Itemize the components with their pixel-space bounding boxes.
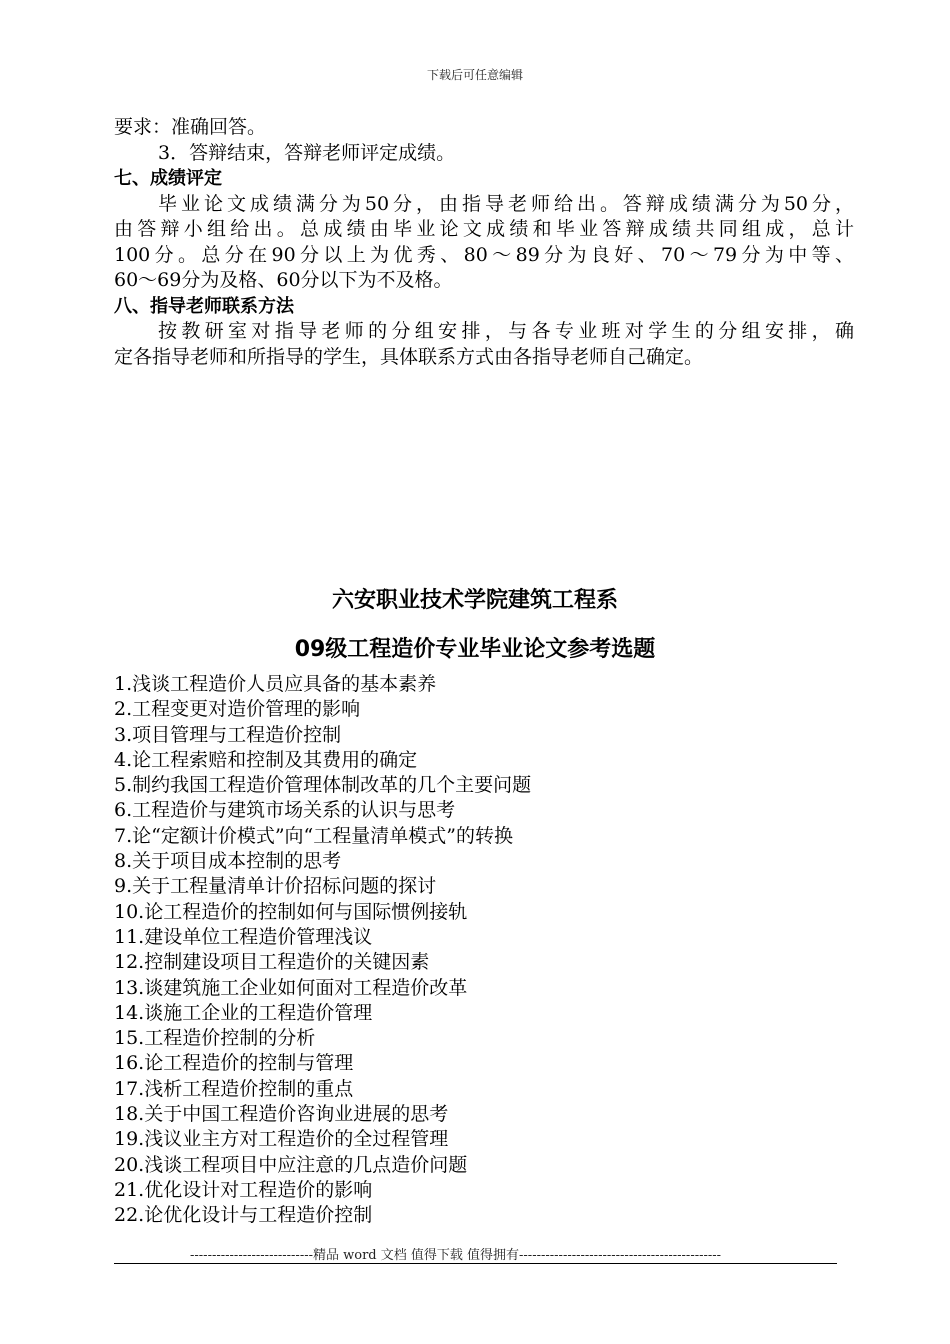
topic-item: 8.关于项目成本控制的思考 [114, 850, 342, 873]
topic-item: 11.建设单位工程造价管理浅议 [114, 925, 373, 948]
document-title: 六安职业技术学院建筑工程系 [331, 588, 618, 613]
topic-item: 9.关于工程量清单计价招标问题的探讨 [114, 875, 437, 898]
topic-item: 22.论优化设计与工程造价控制 [114, 1204, 373, 1227]
topic-item: 21.优化设计对工程造价的影响 [114, 1178, 373, 1201]
topic-item: 7.论“定额计价模式”向“工程量清单模式”的转换 [114, 824, 513, 847]
topic-item: 18.关于中国工程造价咨询业进展的思考 [114, 1103, 449, 1126]
topic-item: 20.浅谈工程项目中应注意的几点造价问题 [114, 1153, 468, 1176]
contact-paragraph-line: 定各指导老师和所指导的学生，具体联系方式由各指导老师自己确定。 [114, 345, 704, 368]
topic-item: 19.浅议业主方对工程造价的全过程管理 [114, 1128, 449, 1151]
footer-divider [114, 1263, 837, 1264]
topic-item: 1.浅谈工程造价人员应具备的基本素养 [114, 673, 437, 695]
topic-item: 3.项目管理与工程造价控制 [114, 723, 342, 746]
section-heading-grading: 七、成绩评定 [114, 168, 222, 189]
section-heading-contact: 八、指导老师联系方法 [114, 295, 294, 317]
requirement-line: 要求：准确回答。 [114, 116, 267, 138]
topic-item: 10.论工程造价的控制如何与国际惯例接轨 [114, 900, 468, 923]
page-footer: ----------------------------精品 word 文档 值得下载 值得拥有---------------------------------------------- [190, 1248, 722, 1263]
topic-list [114, 672, 531, 1229]
grading-paragraph-line: 由答辩小组给出。总成绩由毕业论文成绩和毕业答辩成绩共同组成，总计 [114, 218, 854, 240]
topic-item: 14.谈施工企业的工程造价管理 [114, 1001, 373, 1024]
contact-paragraph-line: 按教研室对指导老师的分组安排，与各专业班对学生的分组安排，确 [158, 320, 854, 342]
topic-item: 6.工程造价与建筑市场关系的认识与思考 [114, 799, 456, 822]
topic-item: 5.制约我国工程造价管理体制改革的几个主要问题 [114, 774, 532, 797]
defense-end-line: 3．答辩结束，答辩老师评定成绩。 [158, 141, 456, 164]
document-subtitle: 09级工程造价专业毕业论文参考选题 [294, 637, 656, 662]
topic-item: 13.谈建筑施工企业如何面对工程造价改革 [114, 976, 468, 999]
grading-paragraph-line: 毕业论文成绩满分为50分，由指导老师给出。答辩成绩满分为50分， [158, 192, 854, 215]
topic-item: 17.浅析工程造价控制的重点 [114, 1077, 354, 1100]
topic-item: 4.论工程索赔和控制及其费用的确定 [114, 748, 418, 771]
topic-item: 16.论工程造价的控制与管理 [114, 1052, 354, 1075]
page-header: 下载后可任意编辑 [426, 68, 523, 82]
grading-paragraph-line: 60～69分为及格、60分以下为不及格。 [114, 269, 453, 291]
topic-item: 15.工程造价控制的分析 [114, 1027, 316, 1050]
topic-item: 2.工程变更对造价管理的影响 [114, 698, 361, 721]
topic-item: 12.控制建设项目工程造价的关键因素 [114, 951, 430, 974]
grading-paragraph-line: 100分。总分在90分以上为优秀、80～89分为良好、70～79分为中等、 [114, 243, 854, 266]
upper-section [114, 115, 854, 370]
